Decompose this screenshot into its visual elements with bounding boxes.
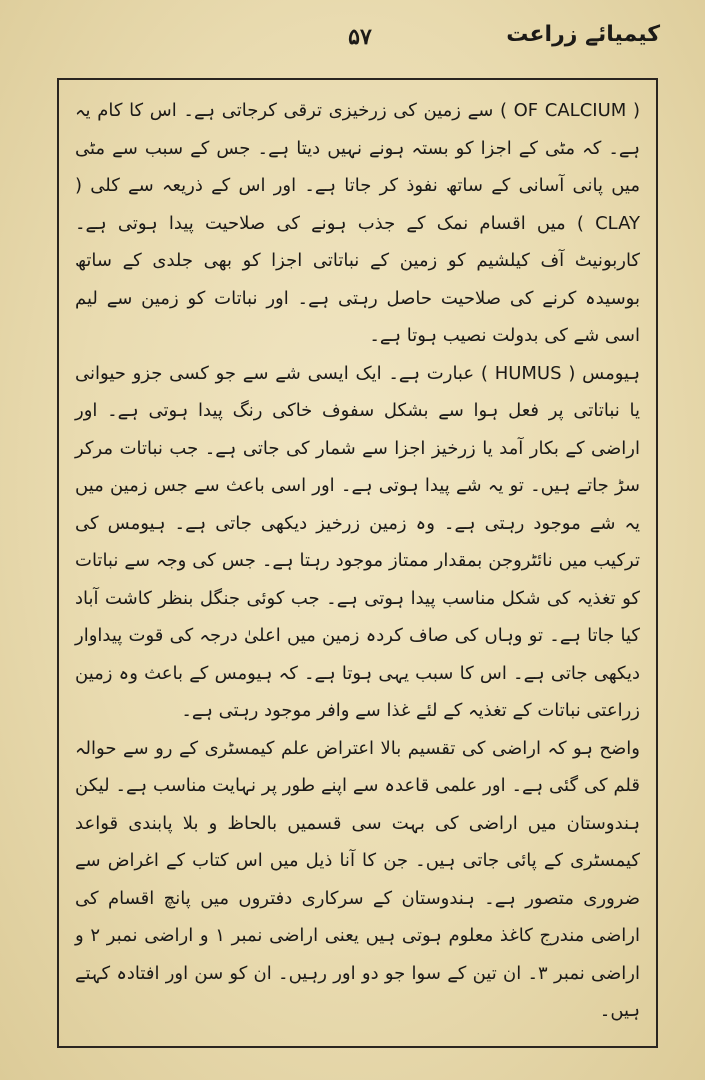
book-title: کیمیائے زراعت: [506, 22, 660, 47]
page-body: [75, 92, 640, 1030]
running-head: [60, 18, 660, 58]
paragraph-land-classes: واضح ہو کہ اراضی کی تقسیم بالا اعتراض علم کیمسٹری کے رو سے حوالہ قلم کی گئی ہے۔ اور علمی قاعدہ سے اپنے طور پر نہایت مناسب ہے۔ لیکن ہندوستان میں اراضی کی بہت سی قسمیں بالحاظ و بلا پابندی قواعد کیمسٹری کے پائی جاتی ہیں۔ جن کا آنا ذیل میں اس کتاب کے اغراض سے ضروری متصور ہے۔ ہندوستان کے سرکاری دفتروں میں پانچ اقسام کی اراضی مندرج کاغذ معلوم ہوتی ہیں یعنی اراضی نمبر ۱ و اراضی نمبر ۲ و اراضی نمبر ۳۔ ان تین کے سوا جو دو اور رہیں۔ ان کو سن اور افتادہ کہتے ہیں۔: [75, 737, 640, 1021]
paragraph-humus: ہیومس ( HUMUS ) عبارت ہے۔ ایک ایسی شے سے جو کسی جزو حیوانی یا نباتاتی پر فعل ہوا سے بشکل سفوف خاکی رنگ پیدا ہوتی ہے۔ اور اراضی کے بکار آمد یا زرخیز اجزا سے شمار کی جاتی ہے۔ جب نباتات مرکر سڑ جاتے ہیں۔ تو یہ شے پیدا ہوتی ہے۔ اور اسی باعث سے جس زمین میں یہ شے موجود رہتی ہے۔ وہ زمین زرخیز دیکھی جاتی ہے۔ ہیومس کی ترکیب میں نائٹروجن بمقدار ممتاز موجود رہتا ہے۔ جس کی وجہ سے نباتات کو تغذیہ کی شکل مناسب پیدا ہوتی ہے۔ جب کوئی جنگل بنظر کاشت آباد کیا جاتا ہے۔ تو وہاں کی صاف کردہ زمین میں اعلیٰ درجہ کی قوت پیداوار دیکھی جاتی ہے۔ اس کا سبب یہی ہوتا ہے۔ کہ ہیومس کے باعث وہ زمین زراعتی نباتات کے تغذیہ کے لئے غذا سے وافر موجود رہتی ہے۔: [75, 362, 640, 721]
page-number: ۵۷: [348, 24, 372, 50]
text-frame: [57, 78, 658, 1048]
paragraph-calcium: ( OF CALCIUM ) سے زمین کی زرخیزی ترقی کرجاتی ہے۔ اس کا کام یہ ہے۔ کہ مٹی کے اجزا کو بستہ ہونے نہیں دیتا ہے۔ جس کے سبب سے مٹی میں پانی آسانی کے ساتھ نفوذ کر جاتا ہے۔ اور اس کے ذریعہ سے کلی ( CLAY ) میں اقسام نمک کے جذب ہونے کی صلاحیت پیدا ہوتی ہے۔ کاربونیٹ آف کیلشیم کو زمین کے نباتاتی اجزا کو بھی جلدی کے ساتھ بوسیدہ کرنے کی صلاحیت حاصل رہتی ہے۔ اور نباتات کو زمین سے لیم اسی شے کی بدولت نصیب ہوتا ہے۔: [75, 100, 640, 346]
